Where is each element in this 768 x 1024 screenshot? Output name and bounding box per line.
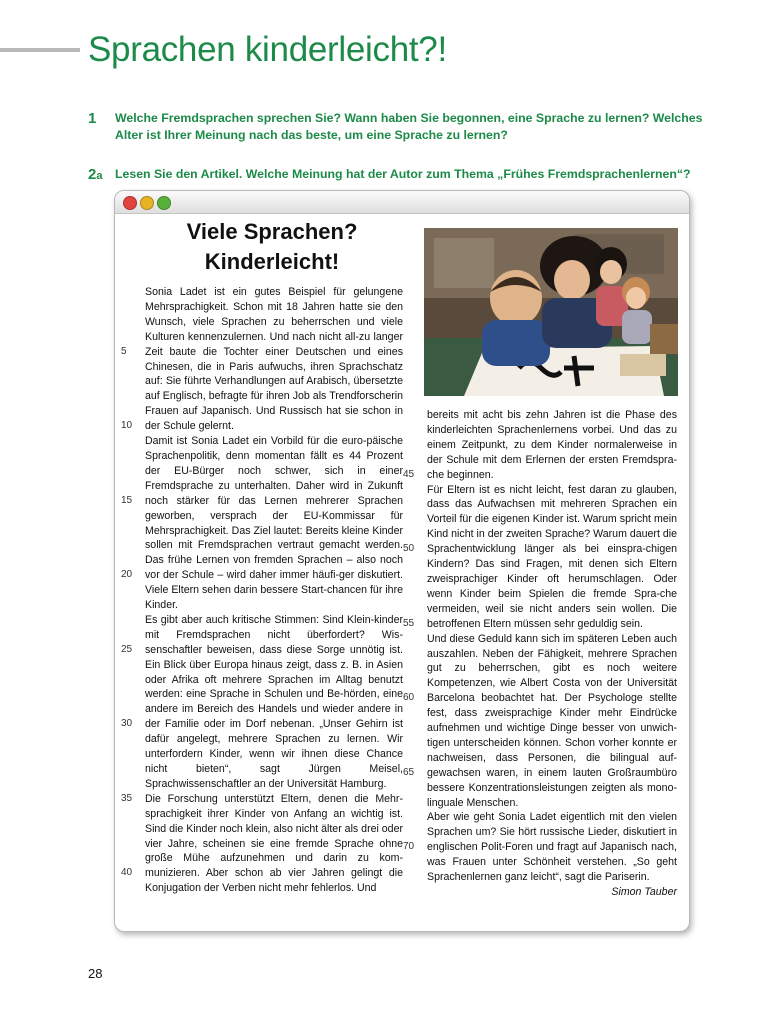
- article-column-1: [121, 285, 403, 896]
- zoom-dot-icon: [157, 196, 171, 210]
- article-paragraph: Damit ist Sonia Ladet ein Vorbild für die euro-päische Sprachenpolitik, denn momentan fällt es 44 Prozent der EU-Bürger noch schwer, sich in einer Fremdsprache zu unterhalten. Daher wird in Zukunft noch stärker für das Lernen mehrerer Sprachen geworben, versprach der EU-Kommissar für Mehrsprachigkeit. Das Ziel lautet: Bereits kleine Kinder sollen mit Fremdsprachen vertraut gemacht werden. Das frühe Lernen von fremden Sprachen – also noch vor der Schule – wird daher immer häufi-ger diskutiert. Viele Eltern sehen darin bessere Start-chancen für ihre Kinder.: [145, 435, 403, 612]
- article-paragraph: Es gibt aber auch kritische Stimmen: Sind Klein-kinder mit Fremdsprachen nicht überfordert? Wis-senschaftler beweisen, dass diese Sorge unnötig ist. Ein Blick über Europa hinaus zeigt, dass z. B. in Asien oder Afrika oft mehrere Sprachen im Alltag benutzt werden: eine Sprache in Schulen und Be-hörden, eine andere im Bereich des Handels und wieder andere in der Familie oder im Dorf nebenan. „Unser Gehirn ist dafür angelegt, mehrere Sprachen zu lernen. Wir unterfordern Kinder, wenn wir ihnen diese Chance nicht bieten“, sagt Jürgen Meisel, Sprachwissenschaftler an der Universität Hamburg.: [145, 613, 403, 790]
- minimize-dot-icon: [140, 196, 154, 210]
- article-paragraph: Sonia Ladet ist ein gutes Beispiel für gelungene Mehrsprachigkeit. Schon mit 18 Jahren hatte sie den Wunsch, viele Sprachen zu beherrschen und viele Kulturen kennenzulernen. Und nach nicht all-zu langer Zeit baute die Tochter einer Deutschen und eines Chinesen, die in Paris aufwuchs, ihren Sprachschatz auf: Sie führte Verhandlungen auf Arabisch, übersetzte auf Englisch, befragte für ihren Job als Trendforscherin Frauen auf Japanisch. Und Russisch hat sie schon in der Schule gelernt.: [145, 286, 403, 433]
- task-text: Lesen Sie den Artikel. Welche Meinung hat der Autor zum Thema „Frühes Fremdsprachenlernen“?: [115, 167, 691, 181]
- article-paragraph: Die Forschung unterstützt Eltern, denen die Mehr-sprachigkeit ihrer Kinder von Anfang an wichtig ist. Sind die Kinder noch klein, also nicht älter als drei oder vier Jahre, scheinen sie eine fremde Sprache ohne große Mühe aufzunehmen und darin zu kom-munizieren. Aber schon ab vier Jahren gelingt die Konjugation der Verben nicht mehr fehlerlos. Und: [145, 792, 403, 895]
- article-headline: [123, 217, 421, 277]
- headline-line-1: Viele Sprachen?: [186, 219, 358, 244]
- line-number: 40: [121, 867, 133, 879]
- photo-children-calligraphy-icon: [424, 228, 678, 396]
- task-sub-letter: a: [96, 170, 103, 182]
- header-rule: [0, 48, 80, 52]
- line-number: 55: [403, 617, 415, 629]
- line-number: 45: [403, 468, 415, 480]
- article-paragraph: Und diese Geduld kann sich im späteren Leben auch auszahlen. Neben der Fähigkeit, mehrere Sprachen gut zu beherrschen, gibt es noch weitere Kompetenzen, wie Albert Costa von der Universität Barcelona beobachtet hat. Der Psychologe stellte fest, dass zweisprachige Kinder mehr Eindrücke aufnehmen und wichtige Dinge besser von unwich-tigen unterscheiden können. Schon vorher konnte er nachweisen, dass Personen, die bilingual auf-gewachsen waren, in einem lauten Großraumbüro bessere Konzentrationsleistungen zeigten als mono-linguale Menschen.: [427, 632, 677, 809]
- line-number: 15: [121, 494, 133, 506]
- article-photo: [424, 228, 678, 396]
- headline-line-2: Kinderleicht!: [204, 249, 340, 274]
- article-paragraph: bereits mit acht bis zehn Jahren ist die Phase des kinderleichten Sprachenlernens vorbei. Und das zu einem Zeitpunkt, zu dem Kinder normalerweise in der Schule mit dem Erlernen der ersten Fremdspra-che beginnen.: [427, 409, 677, 481]
- article-window: [114, 190, 690, 932]
- task-text: Welche Fremdsprachen sprechen Sie? Wann haben Sie begonnen, eine Sprache zu lernen? Welches Alter ist Ihrer Meinung nach das beste, um eine Sprache zu lernen?: [115, 111, 703, 142]
- line-number: 50: [403, 543, 415, 555]
- line-number: 70: [403, 841, 415, 853]
- close-dot-icon: [123, 196, 137, 210]
- line-number: 60: [403, 692, 415, 704]
- article-paragraph: Aber wie geht Sonia Ladet eigentlich mit den vielen Sprachen um? Sie hört russische Lieder, diskutiert in englischen Polit-Foren und fragt auf Japanisch nach, was Frauen unter Schönheit verstehen. „So geht Sprachenlernen ganz leicht“, sagt die Pariserin.: [427, 811, 677, 884]
- article-paragraph: Für Eltern ist es nicht leicht, fest daran zu glauben, dass das Aufwachsen mit mehreren Sprachen ein Vorteil für die eigenen Kinder ist. Warum spricht mein Kind nicht in der zweiten Sprache? Warum dauert die Sprachentwicklung länger als bei einspra-chigen Kindern? Das sind Fragen, mit denen sich Eltern zweisprachiger Kinder oft herumschlagen. Oder wenn Kinder beim Spielen die fremde Spra-che vermeiden, weil sie nicht anders sein wollen. Die betroffenen Eltern müssen sehr geduldig sein.: [427, 483, 677, 630]
- line-number: 30: [121, 718, 133, 730]
- line-number: 5: [121, 345, 127, 357]
- line-number: 65: [403, 766, 415, 778]
- task-2a: [88, 166, 728, 183]
- page-number: 28: [88, 966, 103, 981]
- line-number: 10: [121, 420, 133, 432]
- window-titlebar: [115, 191, 689, 214]
- page-title: Sprachen kinderleicht?!: [88, 30, 447, 69]
- task-number: 1: [88, 110, 97, 127]
- line-number: 20: [121, 569, 133, 581]
- line-number: 25: [121, 643, 133, 655]
- article-column-2: [403, 408, 677, 900]
- task-1: [88, 110, 728, 144]
- task-number: 2a: [88, 166, 103, 183]
- article-author: Simon Tauber: [611, 886, 677, 898]
- line-number: 35: [121, 792, 133, 804]
